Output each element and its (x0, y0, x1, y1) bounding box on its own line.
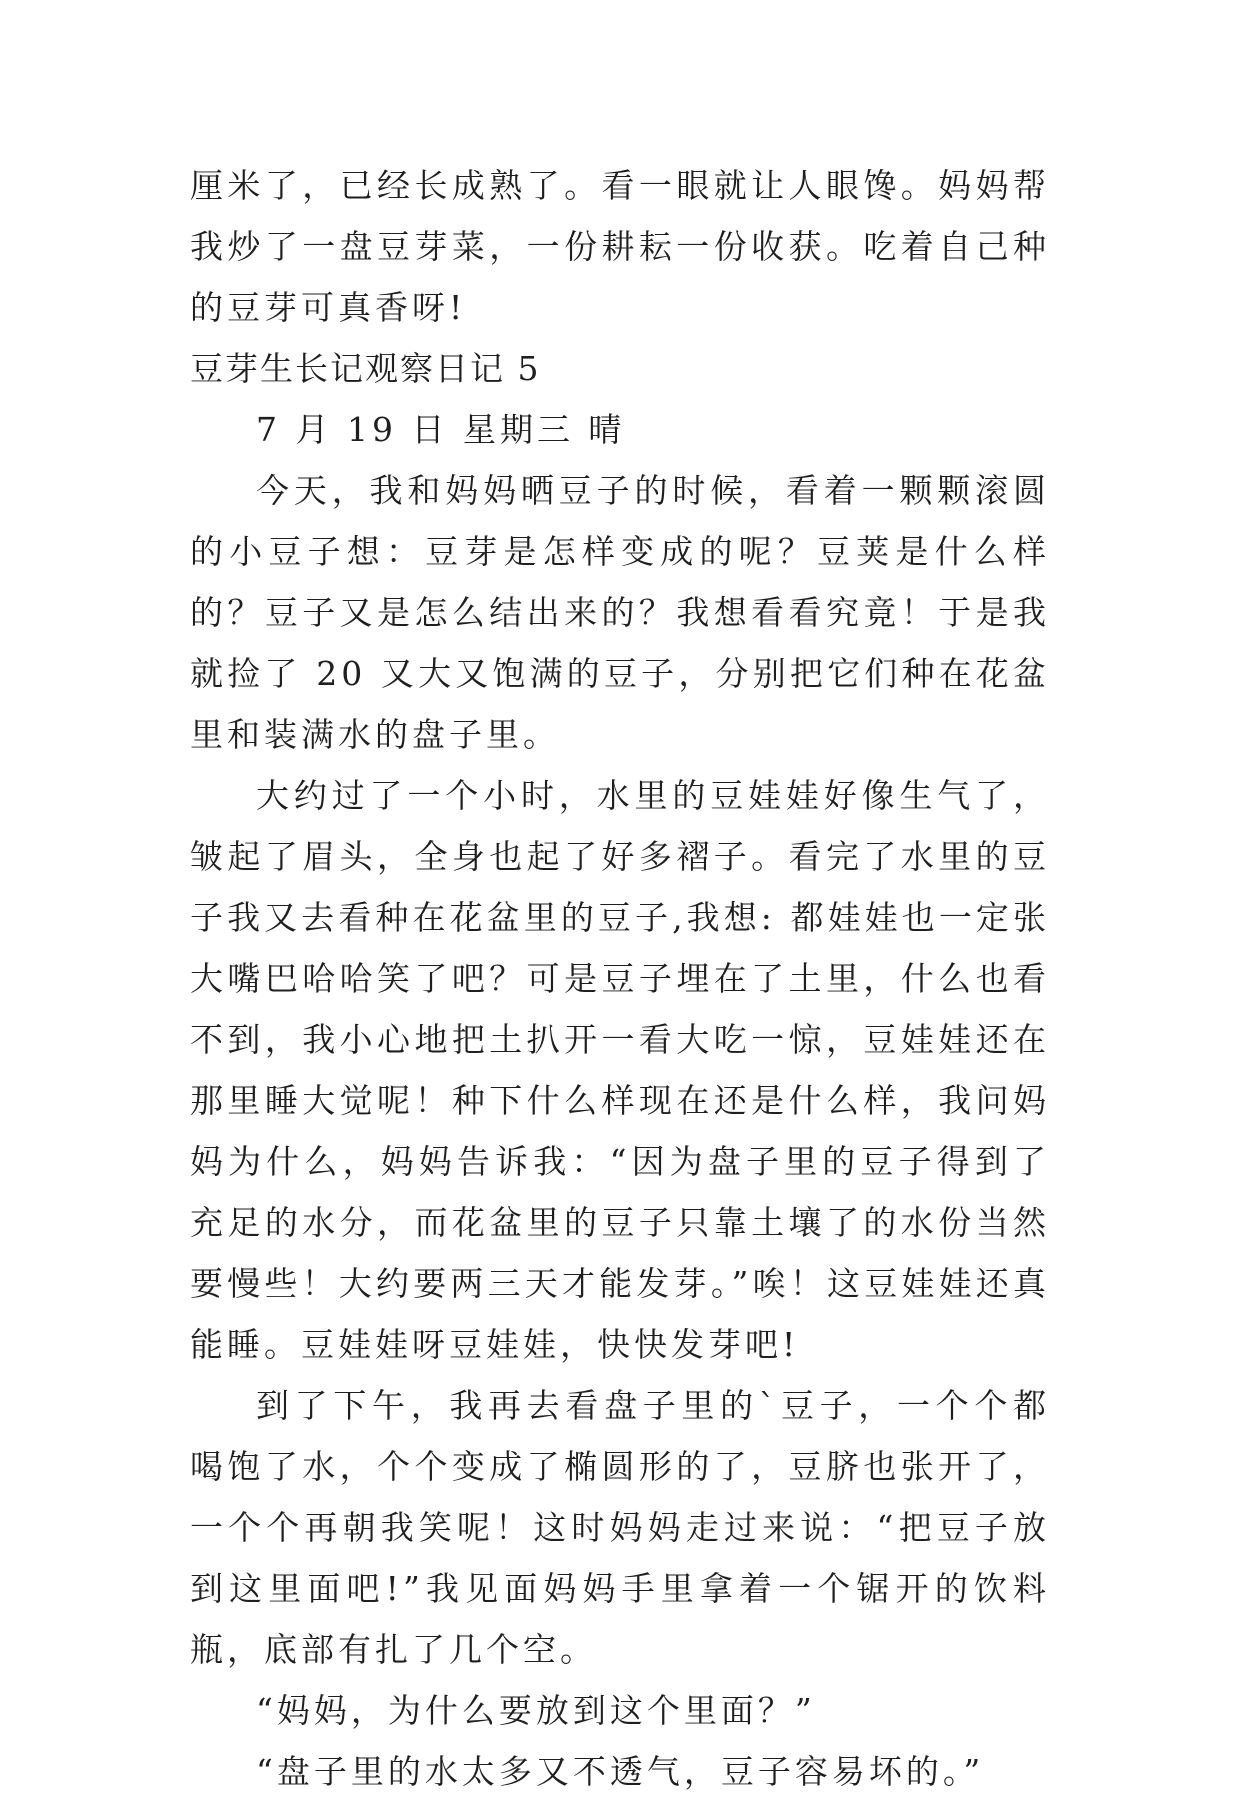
section-title: 豆芽生长记观察日记 5 (190, 349, 541, 388)
document-body (190, 155, 1050, 1802)
dialogue-line: “妈妈，为什么要放到这个里面？” (256, 1691, 816, 1730)
date-line: 7 月 19 日 星期三 晴 (256, 410, 626, 449)
dialogue-line: “盘子里的水太多又不透气，豆子容易坏的。” (256, 1752, 985, 1791)
paragraph: 今天，我和妈妈晒豆子的时候，看着一颗颗滚圆的小豆子想：豆芽是怎样变成的呢？豆荚是什么样的？豆子又是怎么结出来的？我想看看究竟！于是我就捡了 20 又大又饱满的豆子，分别把它们种在花盆里和装满水的盘子里。 (190, 471, 1050, 754)
paragraph-continuation: 厘米了，已经长成熟了。看一眼就让人眼馋。妈妈帮我炒了一盘豆芽菜，一份耕耘一份收获。吃着自己种的豆芽可真香呀! (190, 166, 1050, 327)
paragraph: 大约过了一个小时，水里的豆娃娃好像生气了，皱起了眉头，全身也起了好多褶子。看完了水里的豆子我又去看种在花盆里的豆子,我想: 都娃娃也一定张大嘴巴哈哈笑了吧？可是豆子埋在了土里，什么也看不到，我小心地把土扒开一看大吃一惊，豆娃娃还在那里睡大觉呢！种下什么样现在还是什么样，我问妈妈为什么，妈妈告诉我：“因为盘子里的豆子得到了充足的水分，而花盆里的豆子只靠土壤了的水份当然要慢些！大约要两三天才能发芽。”唉！这豆娃娃还真能睡。豆娃娃呀豆娃娃，快快发芽吧! (190, 776, 1050, 1364)
paragraph: 到了下午，我再去看盘子里的`豆子，一个个都喝饱了水，个个变成了椭圆形的了，豆脐也张开了，一个个再朝我笑呢！这时妈妈走过来说：“把豆子放到这里面吧!”我见面妈妈手里拿着一个锯开的饮料瓶，底部有扎了几个空。 (190, 1386, 1050, 1669)
